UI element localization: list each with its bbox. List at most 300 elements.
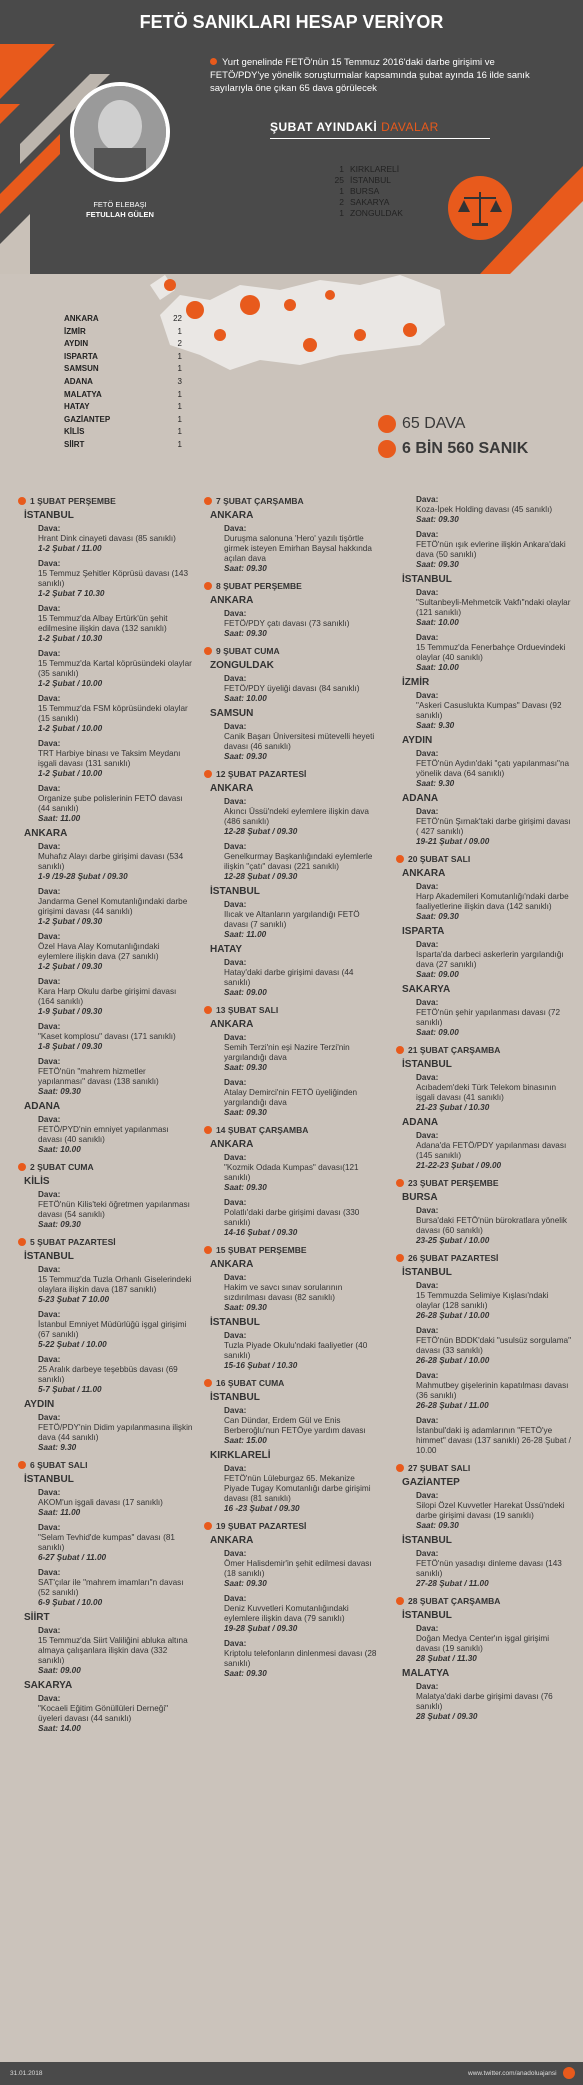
left-city-name: ISPARTA [64,351,98,361]
case-item [224,1078,379,1118]
day-bullet-icon [18,1163,26,1171]
justice-scale-icon [448,176,512,240]
case-date: Saat: 9.30 [416,779,455,788]
case-item [38,1568,193,1608]
case-date: 26-28 Şubat / 10.00 [416,1356,490,1365]
case-label: Dava: [224,1639,247,1648]
left-city-name: ADANA [64,376,93,386]
case-date: 19-28 Şubat / 09.30 [224,1624,298,1633]
case-title: FETÖ'nün ışık evlerine ilişkin Ankara'daki dava (50 sanıklı) [416,540,566,559]
day-bullet-icon [204,1522,212,1530]
case-label: Dava: [416,530,439,539]
case-date: 1-2 Şubat / 09.30 [38,917,103,926]
case-title: Canik Başarı Üniversitesi mütevelli heyeti davası (46 sanıklı) [224,732,375,751]
day-bullet-icon [204,1006,212,1014]
case-label: Dava: [416,1326,439,1335]
case-item [224,1273,379,1313]
day-block [204,1377,379,1514]
case-item [38,1057,193,1097]
case-date: Saat: 14.00 [38,1724,81,1733]
city-name: ANKARA [24,828,68,839]
case-item [224,1331,379,1371]
case-label: Dava: [416,807,439,816]
case-title: FETÖ/PDY'nin Didim yapılanmasına ilişkin dava (44 sanıklı) [38,1423,193,1442]
case-date: Saat: 09.30 [224,752,267,761]
day-date: 21 ŞUBAT ÇARŞAMBA [408,1045,501,1055]
city-name: İSTANBUL [210,1392,260,1403]
left-city-row [64,426,182,439]
day-header [396,1177,571,1189]
case-label: Dava: [224,674,247,683]
case-item [416,691,571,731]
day-date: 12 ŞUBAT PAZARTESİ [216,769,307,779]
day-block [18,1161,193,1230]
case-item [38,1022,193,1052]
case-label: Dava: [38,842,61,851]
footer-date: 31.01.2018 [10,2070,43,2077]
day-block [18,1236,193,1453]
footer-social: www.twitter.com/anadoluajansi [468,2070,557,2077]
case-label: Dava: [416,940,439,949]
case-item [38,1355,193,1395]
day-block [18,1459,193,1734]
case-label: Dava: [416,1073,439,1082]
case-title: FETÖ'nün "mahrem hizmetler yapılanması" davası (138 sanıklı) [38,1067,159,1086]
section-subtitle: ŞUBAT AYINDAKİ DAVALAR [270,120,439,134]
day-bullet-icon [18,497,26,505]
left-city-row [64,338,182,351]
city-name: İSTANBUL [402,1267,452,1278]
left-city-name: HATAY [64,402,90,412]
case-title: FETÖ'nün şehir yapılanması davası (72 sanıklı) [416,1008,561,1027]
case-date: 28 Şubat / 09.30 [416,1712,478,1721]
top-city-name: BURSA [350,186,380,196]
day-date: 19 ŞUBAT PAZARTESİ [216,1521,307,1531]
case-item [224,1198,379,1238]
case-title: Kriptolu telefonların dinlenmesi davası (28 sanıklı) [224,1649,377,1668]
case-label: Dava: [416,1206,439,1215]
case-item [224,1594,379,1634]
case-label: Dava: [38,1265,61,1274]
total-cases: 65 DAVA [402,415,466,432]
city-name: ISPARTA [402,926,445,937]
city-name: ANKARA [210,1019,254,1030]
case-title: Ilıcak ve Altanların yargılandığı FETÖ davası (7 sanıklı) [224,910,360,929]
case-title: 15 Temmuz'da Tuzla Orhanlı Giselerindeki olaylara ilişkin dava (187 sanıklı) [38,1275,192,1294]
city-name: GAZİANTEP [402,1477,460,1488]
case-date: Saat: 09.30 [38,1087,81,1096]
day-date: 6 ŞUBAT SALI [30,1460,88,1470]
case-date: 1-2 Şubat / 10.00 [38,724,103,733]
case-title: 15 Temmuz'da Kartal köprüsündeki olaylar (35 sanıklı) [38,659,192,678]
case-date: Saat: 09.30 [416,560,459,569]
day-bullet-icon [396,1464,404,1472]
case-date: 12-28 Şubat / 09.30 [224,872,298,881]
left-city-name: SAMSUN [64,364,99,374]
footer-bar [0,2062,583,2085]
case-title: FETÖ'nün Aydın'daki "çatı yapılanması"na yönelik dava (64 sanıklı) [416,759,570,778]
city-name: ANKARA [210,510,254,521]
case-item [416,1326,571,1366]
subtitle-underline [270,138,490,139]
case-label: Dava: [38,559,61,568]
case-label: Dava: [224,1153,247,1162]
case-title: Hatay'daki darbe girişimi davası (44 sanıklı) [224,968,354,987]
top-city-count: 1 [339,164,344,174]
case-label: Dava: [416,1624,439,1633]
case-label: Dava: [224,1549,247,1558]
case-label: Dava: [224,842,247,851]
top-city-name: İSTANBUL [350,175,391,185]
case-item [416,1416,571,1456]
left-city-count: 1 [177,427,182,437]
case-item [224,609,379,639]
case-label: Dava: [224,797,247,806]
case-label: Dava: [224,524,247,533]
agency-logo-icon [563,2067,575,2079]
top-city-name: KIRKLARELİ [350,164,400,174]
case-label: Dava: [38,1057,61,1066]
case-item [416,1073,571,1113]
case-date: 28 Şubat / 11.30 [416,1654,477,1663]
city-name: İSTANBUL [402,1535,452,1546]
city-name: İSTANBUL [24,510,74,521]
top-city-row [320,208,403,219]
case-item [38,1310,193,1350]
city-name: AYDIN [402,735,433,746]
day-header [204,1124,379,1136]
case-label: Dava: [416,1491,439,1500]
left-city-name: AYDIN [64,339,89,349]
left-city-count: 1 [177,326,182,336]
case-item [38,1626,193,1676]
case-label: Dava: [224,1464,247,1473]
case-title: Semih Terzi'nin eşi Nazire Terzi'nin yargılandığı dava [224,1043,350,1062]
day-header [396,853,571,865]
city-name: ADANA [402,793,439,804]
day-block [396,1044,571,1171]
left-city-row [64,326,182,339]
case-title: FETÖ/PDY çatı davası (73 sanıklı) [224,619,350,628]
case-title: Can Dündar, Erdem Gül ve Enis Berberoğlu'nun FETÖye yardım davası [224,1416,366,1435]
case-date: 1-2 Şubat / 10.00 [38,769,103,778]
case-title: FETÖ/PYD'nin emniyet yapılanması davası (40 sanıklı) [38,1125,169,1144]
city-name: SİİRT [24,1612,50,1623]
day-date: 5 ŞUBAT PAZARTESİ [30,1237,116,1247]
left-city-count: 1 [177,439,182,449]
city-name: SAKARYA [24,1680,73,1691]
day-date: 1 ŞUBAT PERŞEMBE [30,496,116,506]
case-item [224,1464,379,1514]
day-header [396,1252,571,1264]
top-city-name: SAKARYA [350,197,390,207]
left-city-list [64,313,182,452]
case-item [416,998,571,1038]
day-block [204,768,379,998]
left-city-row [64,313,182,326]
case-title: Acıbadem'deki Türk Telekom binasının işgali davası (41 sanıklı) [416,1083,557,1102]
case-date: 1-2 Şubat 7 10.30 [38,589,105,598]
case-item [38,694,193,734]
timeline-column-1 [18,495,193,1740]
day-block [396,1595,571,1722]
day-bullet-icon [18,1238,26,1246]
case-item [38,932,193,972]
case-date: 23-25 Şubat / 10.00 [416,1236,490,1245]
case-date: Saat: 09.30 [224,1108,267,1117]
day-header [396,1462,571,1474]
left-city-name: KİLİS [64,427,85,437]
case-item [224,797,379,837]
case-title: "Kozmik Odada Kumpas" davası(121 sanıklı) [224,1163,359,1182]
case-item [416,940,571,980]
case-label: Dava: [38,1626,61,1635]
case-label: Dava: [38,932,61,941]
case-date: Saat: 9.30 [38,1443,77,1452]
day-block [204,1124,379,1238]
case-label: Dava: [416,882,439,891]
case-item [38,1190,193,1230]
case-title: 15 Temmuz'da Siirt Valiliğini abluka altına almaya çalışanlara ilişkin dava (332 sanıklı) [38,1636,188,1665]
left-city-row [64,376,182,389]
case-date: 1-9 /19-28 Şubat / 09.30 [38,872,128,881]
case-label: Dava: [416,998,439,1007]
day-bullet-icon [18,1461,26,1469]
day-header [204,768,379,780]
city-name: İZMİR [402,677,430,688]
case-title: Doğan Medya Center'ın işgal girişimi davası (19 sanıklı) [416,1634,550,1653]
case-date: Saat: 09.00 [416,970,459,979]
case-date: Saat: 09.30 [224,1063,267,1072]
case-item [416,1624,571,1664]
case-label: Dava: [416,1416,439,1425]
left-city-count: 2 [177,339,182,349]
case-label: Dava: [38,1488,61,1497]
case-label: Dava: [224,1198,247,1207]
case-date: Saat: 15.00 [224,1436,267,1445]
scale-small-icon [378,415,396,433]
day-block [204,1004,379,1118]
case-date: 14-16 Şubat / 09.30 [224,1228,298,1237]
case-date: 5-23 Şubat 7 10.00 [38,1295,109,1304]
day-header [204,1377,379,1389]
day-block [204,580,379,639]
case-date: Saat: 11.00 [38,814,81,823]
case-date: 6-9 Şubat / 10.00 [38,1598,103,1607]
top-city-count: 2 [339,197,344,207]
case-item [416,588,571,628]
case-label: Dava: [38,887,61,896]
city-name: ANKARA [210,783,254,794]
case-item [38,524,193,554]
turkey-map [150,255,450,375]
case-label: Dava: [416,495,439,504]
case-title: FETÖ'nün yasadışı dinleme davası (143 sanıklı) [416,1559,562,1578]
case-date: 21-23 Şubat / 10.30 [416,1103,490,1112]
case-date: 1-2 Şubat / 10.30 [38,634,103,643]
city-name: İSTANBUL [402,1610,452,1621]
case-title: 25 Aralık darbeye teşebbüs davası (69 sanıklı) [38,1365,178,1384]
day-date: 14 ŞUBAT ÇARŞAMBA [216,1125,309,1135]
case-item [224,1033,379,1073]
case-item [224,1639,379,1679]
case-title: 15 Temmuz'da Fenerbahçe Orduevindeki olaylar (40 sanıklı) [416,643,566,662]
case-label: Dava: [416,588,439,597]
city-name: İSTANBUL [210,886,260,897]
case-title: "Kocaeli Eğitim Gönüllüleri Derneği" üyeleri davası (44 sanıklı) [38,1704,169,1723]
case-date: 15-16 Şubat / 10.30 [224,1361,298,1370]
case-title: Isparta'da darbeci askerlerin yargılandığı dava (27 sanıklı) [416,950,564,969]
day-bullet-icon [204,770,212,778]
case-title: Akıncı Üssü'ndeki eylemlere ilişkin dava (486 sanıklı) [224,807,369,826]
case-date: 19-21 Şubat / 09.00 [416,837,490,846]
case-label: Dava: [38,649,61,658]
case-item [38,1488,193,1518]
city-name: SAKARYA [402,984,451,995]
case-title: TRT Harbiye binası ve Taksim Meydanı işgali davası (131 sanıklı) [38,749,181,768]
case-label: Dava: [224,958,247,967]
case-item [416,807,571,847]
person-icon [378,440,396,458]
case-item [416,882,571,922]
case-item [224,842,379,882]
case-date: 1-2 Şubat / 11.00 [38,544,102,553]
left-city-row [64,363,182,376]
case-label: Dava: [38,1413,61,1422]
day-bullet-icon [396,1254,404,1262]
case-item [416,530,571,570]
case-date: Saat: 11.00 [38,1508,81,1517]
day-date: 7 ŞUBAT ÇARŞAMBA [216,496,304,506]
case-label: Dava: [38,604,61,613]
left-city-name: ANKARA [64,314,99,323]
case-date: Saat: 09.00 [224,988,267,997]
city-name: ADANA [402,1117,439,1128]
case-title: "Selam Tevhid'de kumpas" davası (81 sanıklı) [38,1533,175,1552]
case-item [224,524,379,574]
case-date: Saat: 09.30 [416,515,459,524]
case-date: 1-8 Şubat / 09.30 [38,1042,103,1051]
day-block [204,1244,379,1371]
case-label: Dava: [38,1310,61,1319]
day-header [396,1595,571,1607]
left-city-name: İZMİR [64,326,86,336]
case-title: Mahmutbey gişelerinin kapatılması davası (36 sanıklı) [416,1381,569,1400]
top-city-row [320,175,403,186]
timeline-column-2 [204,495,379,1685]
case-item [416,1281,571,1321]
case-title: Hrant Dink cinayeti davası (85 sanıklı) [38,534,176,543]
case-label: Dava: [38,1115,61,1124]
case-title: Kara Harp Okulu darbe girişimi davası (164 sanıklı) [38,987,177,1006]
case-item [38,604,193,644]
left-city-name: GAZİANTEP [64,414,111,424]
day-header [204,495,379,507]
day-date: 13 ŞUBAT SALI [216,1005,279,1015]
day-bullet-icon [396,1046,404,1054]
case-date: Saat: 09.30 [224,1303,267,1312]
case-label: Dava: [224,1078,247,1087]
top-city-count: 25 [334,175,344,185]
case-item [38,1413,193,1453]
left-city-row [64,389,182,402]
case-item [224,674,379,704]
case-title: İstanbul'daki iş adamlarının "FETÖ'ye himmet" davası (137 sanıklı) 26-28 Şubat / 10.00 [416,1426,571,1455]
case-label: Dava: [416,1281,439,1290]
page-title: FETÖ SANIKLARI HESAP VERİYOR [0,0,583,44]
case-date: 16 -23 Şubat / 09.30 [224,1504,300,1513]
case-date: Saat: 09.30 [416,1521,459,1530]
city-name: ANKARA [210,595,254,606]
case-title: FETÖ'nün BDDK'daki "usulsüz sorgulama" davası (33 sanıklı) [416,1336,572,1355]
day-bullet-icon [204,582,212,590]
day-header [204,645,379,657]
case-date: Saat: 09.30 [224,629,267,638]
city-name: İSTANBUL [402,574,452,585]
case-item [416,749,571,789]
top-city-list [320,164,403,219]
case-item [38,842,193,882]
case-date: Saat: 09.30 [224,1183,267,1192]
case-item [224,900,379,940]
top-city-row [320,197,403,208]
case-date: 27-28 Şubat / 11.00 [416,1579,489,1588]
case-title: Polatlı'daki darbe girişimi davası (330 sanıklı) [224,1208,360,1227]
case-label: Dava: [38,1190,61,1199]
case-item [416,1206,571,1246]
case-item [38,649,193,689]
case-date: Saat: 10.00 [38,1145,81,1154]
case-title: FETÖ'nün Lüleburgaz 65. Mekanize Piyade Tugay Komutanlığı darbe girişimi davası (81 sanıklı) [224,1474,371,1503]
case-item [416,1549,571,1589]
city-name: ANKARA [210,1139,254,1150]
left-city-count: 1 [177,364,182,374]
case-date: Saat: 10.00 [416,618,459,627]
case-title: 15 Temmuzda Selimiye Kışlası'ndaki olaylar (128 sanıklı) [416,1291,549,1310]
left-city-row [64,351,182,364]
left-city-count: 1 [177,389,182,399]
case-label: Dava: [224,1273,247,1282]
case-label: Dava: [38,1022,61,1031]
day-bullet-icon [204,1379,212,1387]
day-header [18,1161,193,1173]
city-name: KIRKLARELİ [210,1450,271,1461]
case-label: Dava: [224,900,247,909]
case-title: Harp Akademileri Komutanlığı'ndaki darbe faaliyetlerine ilişkin dava (142 sanıklı) [416,892,569,911]
photo-caption: FETÖ ELEBAŞI FETULLAH GÜLEN [86,200,154,219]
case-label: Dava: [38,739,61,748]
day-date: 20 ŞUBAT SALI [408,854,471,864]
case-date: 1-2 Şubat / 10.00 [38,679,103,688]
case-label: Dava: [38,977,61,986]
case-label: Dava: [224,1331,247,1340]
city-name: HATAY [210,944,243,955]
day-bullet-icon [204,497,212,505]
case-label: Dava: [38,1523,61,1532]
case-label: Dava: [38,784,61,793]
day-bullet-icon [396,1597,404,1605]
case-item [416,1371,571,1411]
city-name: ANKARA [210,1259,254,1270]
day-date: 27 ŞUBAT SALI [408,1463,471,1473]
city-name: ANKARA [402,868,446,879]
city-name: İSTANBUL [210,1317,260,1328]
day-header [204,1004,379,1016]
case-title: Özel Hava Alay Komutanlığındaki eylemlere ilişkin dava (27 sanıklı) [38,942,160,961]
case-label: Dava: [416,633,439,642]
portrait-photo [70,82,170,182]
case-label: Dava: [416,1549,439,1558]
